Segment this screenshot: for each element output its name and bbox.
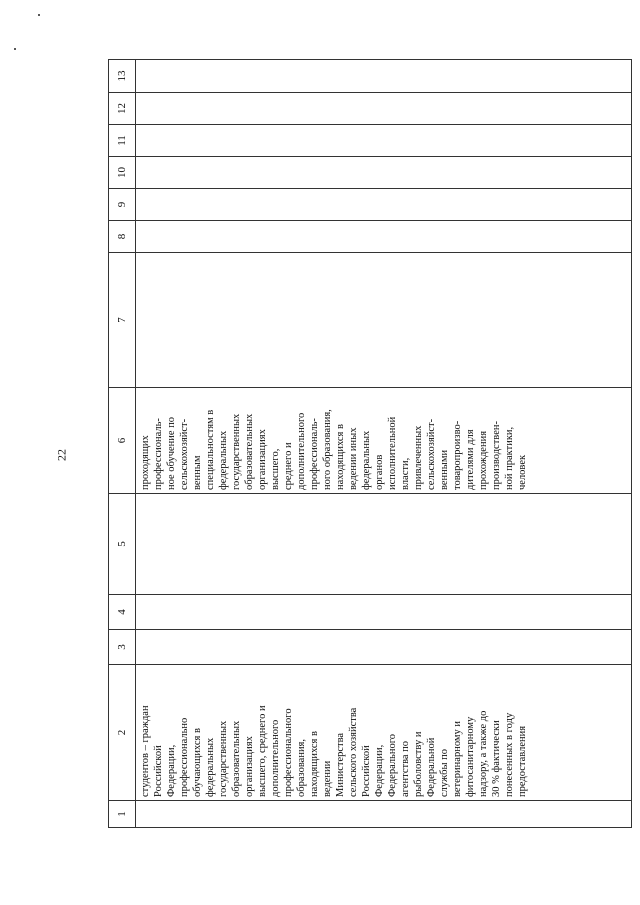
text-line: государственных bbox=[218, 720, 229, 797]
text-line: профессиональ- bbox=[309, 418, 320, 490]
table-cell bbox=[136, 801, 632, 828]
column-number: 10 bbox=[109, 157, 136, 189]
text-line: предоставления bbox=[517, 725, 528, 797]
text-line: проходящих bbox=[140, 435, 151, 490]
table-cell bbox=[136, 60, 632, 93]
table-cell bbox=[136, 125, 632, 157]
text-line: дителями для bbox=[465, 429, 476, 490]
text-line: студентов – граждан bbox=[140, 705, 151, 797]
text-line: федеральных bbox=[205, 737, 216, 797]
text-line: агентства по bbox=[400, 740, 411, 797]
text-line: Федеральной bbox=[426, 737, 437, 797]
text-line: сельского хозяйства bbox=[348, 707, 359, 797]
table-cell bbox=[136, 189, 632, 221]
table-cell bbox=[136, 253, 632, 388]
column-number: 2 bbox=[109, 665, 136, 801]
text-line: находящихся в bbox=[309, 731, 320, 797]
text-line: государственных bbox=[231, 413, 242, 490]
column-number: 6 bbox=[109, 388, 136, 494]
text-line: сельскохозяйст- bbox=[426, 418, 437, 490]
column-number: 11 bbox=[109, 125, 136, 157]
text-line: прохождения bbox=[478, 430, 489, 490]
text-line: Федерального bbox=[387, 733, 398, 797]
table-cell bbox=[136, 157, 632, 189]
text-line: профессионального bbox=[283, 708, 294, 797]
text-line: образования, bbox=[296, 738, 307, 797]
text-line: власти, bbox=[400, 457, 411, 490]
text-line: организациях bbox=[244, 736, 255, 797]
text-line: понесенных в году bbox=[504, 712, 515, 797]
text-line: сельскохозяйст- bbox=[179, 418, 190, 490]
text-line: Министерства bbox=[335, 732, 346, 797]
text-line: органов bbox=[374, 454, 385, 490]
column-number: 4 bbox=[109, 595, 136, 630]
text-line: организациях bbox=[257, 429, 268, 490]
column-number: 13 bbox=[109, 60, 136, 93]
indicator-name bbox=[136, 388, 529, 493]
text-line: образовательных bbox=[231, 720, 242, 797]
text-line: исполнительной bbox=[387, 416, 398, 490]
text-line: привлеченных bbox=[413, 425, 424, 490]
text-line: Федерации, bbox=[166, 744, 177, 797]
table-row bbox=[136, 60, 632, 828]
text-line: образовательных bbox=[244, 413, 255, 490]
scan-speck bbox=[38, 14, 40, 16]
column-number: 12 bbox=[109, 93, 136, 125]
text-line: дополнительного bbox=[296, 412, 307, 490]
table-cell bbox=[136, 494, 632, 595]
text-line: находящихся в bbox=[335, 424, 346, 490]
text-line: обучающихся в bbox=[192, 728, 203, 797]
table-cell bbox=[136, 630, 632, 665]
text-line: ветеринарному и bbox=[452, 720, 463, 797]
column-number: 7 bbox=[109, 253, 136, 388]
scan-speck bbox=[14, 48, 16, 50]
column-number: 5 bbox=[109, 494, 136, 595]
text-line: профессиональ- bbox=[153, 418, 164, 490]
text-line: рыболовству и bbox=[413, 731, 424, 797]
column-number: 3 bbox=[109, 630, 136, 665]
text-line: Российской bbox=[361, 745, 372, 797]
text-line: венным bbox=[192, 455, 203, 490]
text-line: высшего, bbox=[270, 448, 281, 490]
text-line: ной практики, bbox=[504, 426, 515, 490]
table-cell bbox=[136, 388, 632, 494]
text-line: ное обучение по bbox=[166, 416, 177, 490]
column-number: 8 bbox=[109, 221, 136, 253]
data-table bbox=[108, 59, 632, 828]
text-line: дополнительного bbox=[270, 719, 281, 797]
text-line: надзору, а также до bbox=[478, 710, 489, 797]
text-line: фитосанитарному bbox=[465, 716, 476, 797]
text-line: ного образования, bbox=[322, 409, 333, 490]
text-line: среднего и bbox=[283, 442, 294, 490]
column-number: 1 bbox=[109, 801, 136, 828]
table-cell bbox=[136, 221, 632, 253]
table-cell bbox=[136, 595, 632, 630]
table-cell bbox=[136, 93, 632, 125]
text-line: Федерации, bbox=[374, 744, 385, 797]
column-number-row bbox=[109, 60, 136, 828]
text-line: человек bbox=[517, 454, 528, 490]
text-line: федеральных bbox=[218, 430, 229, 490]
text-line: Российской bbox=[153, 745, 164, 797]
text-line: ведении bbox=[322, 760, 333, 797]
text-line: профессионально bbox=[179, 717, 190, 797]
text-line: специальностям в bbox=[205, 409, 216, 490]
rotated-table-container bbox=[108, 60, 632, 828]
text-line: товаропроизво- bbox=[452, 420, 463, 490]
table-cell bbox=[136, 665, 632, 801]
page-number: 22 bbox=[54, 449, 69, 461]
column-number: 9 bbox=[109, 189, 136, 221]
text-line: высшего, среднего и bbox=[257, 705, 268, 797]
text-line: федеральных bbox=[361, 430, 372, 490]
text-line: 30 % фактически bbox=[491, 720, 502, 797]
text-line: производствен- bbox=[491, 421, 502, 490]
text-line: венными bbox=[439, 449, 450, 490]
text-line: ведении иных bbox=[348, 427, 359, 490]
indicator-description bbox=[136, 665, 529, 800]
text-line: службы по bbox=[439, 748, 450, 797]
